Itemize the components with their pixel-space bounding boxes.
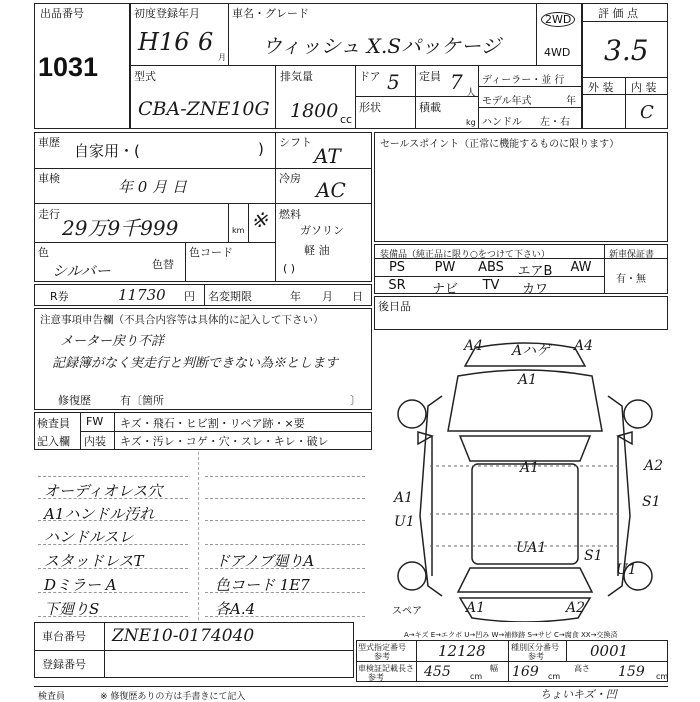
fuel-diesel: 軽 油 — [304, 244, 330, 257]
interior-label: 内 装 — [631, 81, 657, 94]
category-number-sub: 参考 — [528, 652, 544, 661]
equip-aw: AW — [570, 260, 592, 275]
mark-a1-hood: A1 — [518, 372, 538, 388]
registration-label: 登録番号 — [42, 658, 86, 671]
name-change-month: 月 — [322, 290, 333, 303]
inspector-note-left-5: Dミラー A — [44, 576, 117, 594]
equipment-label: 装備品（純正品に限り○をつけて下さい） — [380, 250, 550, 260]
inspector-interior: 内装 — [84, 435, 106, 448]
name-change-label: 名変期限 — [208, 290, 252, 303]
displacement-label: 排気量 — [280, 70, 313, 83]
car-name-label: 車名・グレード — [232, 7, 309, 20]
recycle-label: R券 — [50, 290, 69, 303]
shift-label: シフト — [279, 136, 312, 149]
width-unit: cm — [548, 672, 561, 681]
displacement-unit: cc — [340, 113, 353, 126]
damage-legend: A→キズ E→エクボ U→凹み W→補修跡 S→サビ C→腐食 XX→交換済 — [404, 631, 618, 639]
mark-a-hage: Aハゲ — [512, 343, 551, 359]
lot-number: 1031 — [38, 52, 99, 82]
inspection-value: 年 0 月 日 — [118, 178, 187, 196]
length-unit: cm — [470, 672, 483, 681]
displacement-value: 1800 — [290, 100, 339, 122]
chassis-value: ZNE10-0174040 — [112, 626, 255, 646]
height-label: 高さ — [574, 664, 590, 673]
mark-a4-front-left: A4 — [464, 338, 484, 354]
first-reg-month: 6 — [198, 28, 214, 56]
model-value: CBA-ZNE10G — [138, 98, 270, 120]
mileage-unit: km — [232, 226, 245, 235]
equip-navi: ナビ — [431, 282, 458, 297]
mark-s1-rear-right: S1 — [584, 548, 603, 564]
fuel-gasoline: ガソリン — [300, 224, 344, 237]
inspector-note-right-1: ドアノブ廻りA — [215, 552, 315, 570]
fuel-label: 燃料 — [279, 208, 301, 221]
inspector-note-left-6: 下廻りS — [44, 600, 100, 618]
chassis-label: 車台番号 — [42, 630, 86, 643]
name-change-day: 日 — [352, 290, 363, 303]
equip-tv: TV — [482, 278, 500, 293]
mark-a1-left: A1 — [394, 490, 414, 506]
type-number-sub: 参考 — [374, 652, 390, 661]
footer-scribble: ちょいキズ・凹 — [540, 688, 617, 701]
mark-a1-centre: A1 — [520, 460, 540, 476]
mark-a2-rear: A2 — [566, 600, 586, 616]
first-reg-label: 初度登録年月 — [134, 7, 200, 20]
ac-label: 冷房 — [279, 172, 301, 185]
name-change-year: 年 — [290, 290, 301, 303]
inspector-note-left-4: スタッドレスT — [44, 552, 144, 570]
footer-label: 検査員 — [38, 692, 66, 702]
equip-ps: PS — [388, 260, 406, 275]
drive-2wd: 2WD — [541, 12, 575, 27]
category-number-label: 種別区分番号 — [511, 643, 559, 652]
length-label: 長さ — [398, 664, 414, 673]
equip-leather: カワ — [521, 282, 548, 297]
width-label: 幅 — [490, 664, 498, 673]
spare-label: スペア — [392, 606, 422, 617]
inspector-note-right-3: 各A.4 — [215, 600, 256, 618]
inspector-label-2: 記入欄 — [37, 435, 70, 448]
model-year-label: モデル年式 — [482, 96, 532, 107]
length-value: 455 — [424, 664, 451, 680]
mark-u1-left: U1 — [394, 514, 415, 530]
score-label: 評 価 点 — [598, 7, 638, 20]
type-number-value: 12128 — [438, 642, 486, 660]
inspection-label: 車検 — [38, 172, 60, 185]
door-value: 5 — [387, 70, 400, 94]
height-value: 159 — [618, 664, 645, 680]
mileage-label: 走行 — [38, 208, 60, 221]
inspector-fw: FW — [86, 415, 104, 428]
inspector-interior-items: キズ・汚レ・コゲ・穴・スレ・キレ・破レ — [120, 435, 329, 448]
inspector-note-left-2: A1ハンドル汚れ — [44, 505, 155, 523]
equip-pw: PW — [434, 260, 456, 275]
height-unit: cm — [656, 672, 669, 681]
ac-value: AC — [316, 178, 346, 202]
mark-a4-front-right: A4 — [574, 338, 594, 354]
load-label: 積載 — [419, 101, 441, 114]
dealer-label: ディーラー・並 行 — [482, 75, 565, 86]
shift-value: AT — [314, 144, 341, 168]
color-label: 色 — [38, 246, 49, 259]
first-reg-month-unit: 月 — [218, 53, 226, 62]
model-year-unit: 年 — [566, 96, 576, 107]
load-unit: kg — [466, 118, 476, 127]
mark-ua1-rear: UA1 — [516, 540, 547, 556]
mileage-value: 29万9千999 — [62, 216, 179, 240]
score-value: 3.5 — [604, 34, 649, 67]
door-label: ドア — [359, 70, 381, 83]
inspector-fw-items: キズ・飛石・ヒビ割・リペア跡・×要 — [120, 417, 305, 430]
recycle-unit: 円 — [184, 290, 195, 303]
notes-label: 注意事項申告欄（不具合内容等は具体的に記入して下さい） — [40, 314, 324, 326]
color-value: シルバー — [52, 262, 111, 280]
history-label: 車歴 — [38, 136, 60, 149]
width-value: 169 — [512, 664, 539, 680]
sales-point-label: セールスポイント（正常に機能するものに限ります） — [380, 139, 620, 150]
fuel-other: ( ) — [283, 262, 296, 275]
warranty-value: 有・無 — [616, 274, 646, 285]
warranty-label: 新車保証書 — [609, 250, 655, 260]
recycle-value: 11730 — [118, 286, 166, 304]
handle-label: ハンドル — [482, 117, 522, 128]
aftermarket-label: 後日品 — [378, 300, 411, 313]
car-name-value: ウィッシュ X.Sパッケージ — [262, 34, 501, 58]
exterior-label: 外 装 — [588, 81, 614, 94]
first-reg-era: H16 — [138, 28, 190, 56]
color-change-label: 色替 — [152, 258, 174, 271]
mark-s1-right: S1 — [642, 494, 661, 510]
capacity-label: 定員 — [419, 70, 441, 83]
inspector-note-left-1: オーディオレス穴 — [44, 482, 163, 500]
footer-text: ※ 修復歴ありの方は手書きにて記入 — [100, 692, 246, 702]
equip-abs: ABS — [478, 260, 504, 275]
category-number-value: 0001 — [590, 642, 629, 660]
shape-label: 形状 — [359, 101, 381, 114]
repair-close: 〕 — [350, 394, 361, 407]
drive-4wd: 4WD — [544, 46, 571, 59]
lot-label: 出品番号 — [40, 7, 84, 20]
notes-line-1: メーター戻り不詳 — [60, 334, 165, 349]
inspector-note-right-2: 色コード 1E7 — [215, 576, 310, 594]
inspector-note-left-3: ハンドルスレ — [44, 528, 134, 546]
repair-value: 有〔箇所 — [120, 394, 164, 407]
capacity-value: 7 — [450, 70, 463, 94]
mileage-mark: ※ — [251, 208, 268, 232]
size-sub: 参考 — [368, 673, 384, 682]
type-number-label: 型式指定番号 — [358, 643, 406, 652]
repair-label: 修復歴 — [58, 394, 91, 407]
equip-airbag: エアB — [517, 264, 553, 279]
capacity-unit: 人 — [466, 88, 476, 99]
mark-u1-rear-right: U1 — [616, 562, 637, 578]
inspector-label-1: 検査員 — [37, 417, 70, 430]
history-value: 自家用・( — [74, 142, 140, 160]
mark-a2-right: A2 — [644, 458, 664, 474]
aftermarket-box — [374, 296, 668, 330]
equip-sr: SR — [388, 278, 406, 293]
handle-value: 左・右 — [540, 117, 570, 128]
history-close: ) — [258, 140, 264, 158]
mark-a1-rear-left: A1 — [466, 600, 486, 616]
size-label: 車検証記載 — [358, 664, 398, 673]
model-label: 型式 — [134, 70, 156, 83]
color-code-label: 色コード — [189, 246, 233, 259]
interior-grade: C — [640, 102, 654, 123]
notes-line-2: 記録簿がなく実走行と判断できない為※とします — [52, 356, 339, 371]
